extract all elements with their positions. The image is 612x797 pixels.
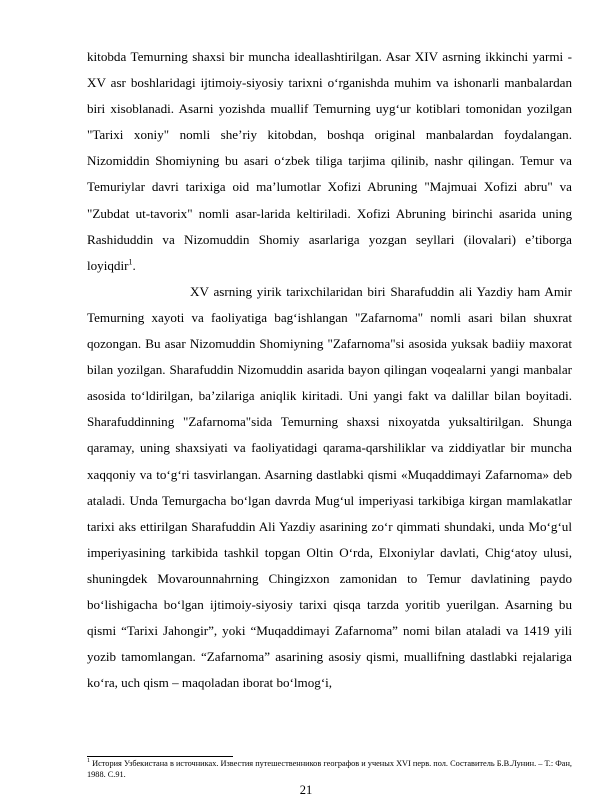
footnote-text: История Узбекистана в источниках. Известия путешественников географов и ученых XVI перв. пол. Составитель Б.В.Лунин. – Т.: Фан, 1988. С.91. [87, 759, 572, 779]
page-number: 21 [299, 783, 313, 797]
paragraph-1-end: . [132, 257, 136, 273]
footnote [87, 759, 572, 780]
footnote-marker: 1 [87, 758, 90, 765]
footnote-divider [87, 756, 233, 757]
body-text [87, 44, 572, 696]
paragraph-1-text: kitobda Temurning shaxsi bir muncha ideallashtirilgan. Asar XIV asrning ikkinchi yarmi - XV asr boshlaridagi ijtimoiy-siyosiy tarixni o‘rganishda muhim va ishonarli manbalardan biri xisoblanadi. Asarni yozishda muallif Temurning uyg‘ur kotiblari tomonidan yozilgan "Tarixi xoniy" nomli she’riy kitobdan, boshqa original manbalardan foydalangan. Nizomiddin Shomiyning bu asari o‘zbek tiliga tarjima qilinib, nashr qilingan. Temur va Temuriylar davri tarixiga oid ma’lumotlar Xofizi Abruning "Majmuai Xofizi abru" va "Zubdat ut-tavorix" nomli asar-larida keltiriladi. Xofizi Abruning birinchi asarida uning Rashiduddin va Nizomuddin Shomiy asarlariga yozgan seyllari (ilovalari) e’tiborga loyiqdir [87, 49, 572, 273]
footnote-reference[interactable]: 1 [128, 257, 133, 267]
paragraph-1 [87, 44, 572, 279]
paragraph-2: XV asrning yirik tarixchilaridan biri Sharafuddin ali Yazdiy ham Amir Temurning xayoti va faoliyatiga bag‘ishlangan "Zafarnoma" nomli asari bilan shuxrat qozongan. Bu asar Nizomuddin Shomiyning "Zafarnoma"si asosida yuksak badiiy maxorat bilan yozilgan. Sharafuddin Nizomuddin asarida bayon qilingan voqealarni yangi manbalar asosida to‘ldirilgan, ba’zilariga aniqlik kiritadi. Uni yangi fakt va dalillar bilan boyitadi. Sharafuddinning "Zafarnoma"sida Temurning shaxsi nixoyatda yuksaltirilgan. Shunga qaramay, uning shaxsiyati va faoliyatidagi qarama-qarshiliklar va ziddiyatlar bir muncha xaqqoniy va to‘g‘ri tasvirlangan. Asarning dastlabki qismi «Muqaddimayi Zafarnoma» deb ataladi. Unda Temurgacha bo‘lgan davrda Mug‘ul imperiyasi tarkibiga kirgan mamlakatlar tarixi aks ettirilgan Sharafuddin Ali Yazdiy asarining zo‘r qimmati shundaki, unda Mo‘g‘ul imperiyasining tarkibida tashkil topgan Oltin O‘rda, Elxoniylar davlati, Chig‘atoy ulusi, shuningdek Movarounnahrning Chingizxon zamonidan to Temur davlatining paydo bo‘lishigacha bo‘lgan ijtimoiy-siyosiy tarixi qisqa tarzda yoritib yuerilgan. Asarning bu qismi “Tarixi Jahongir”, yoki “Muqaddimayi Zafarnoma” nomi bilan ataladi va 1419 yili yozib tamomlangan. “Zafarnoma” asarining asosiy qismi, muallifning dastlabki rejalariga ko‘ra, uch qism – maqoladan iborat bo‘lmog‘i, [87, 283, 572, 691]
